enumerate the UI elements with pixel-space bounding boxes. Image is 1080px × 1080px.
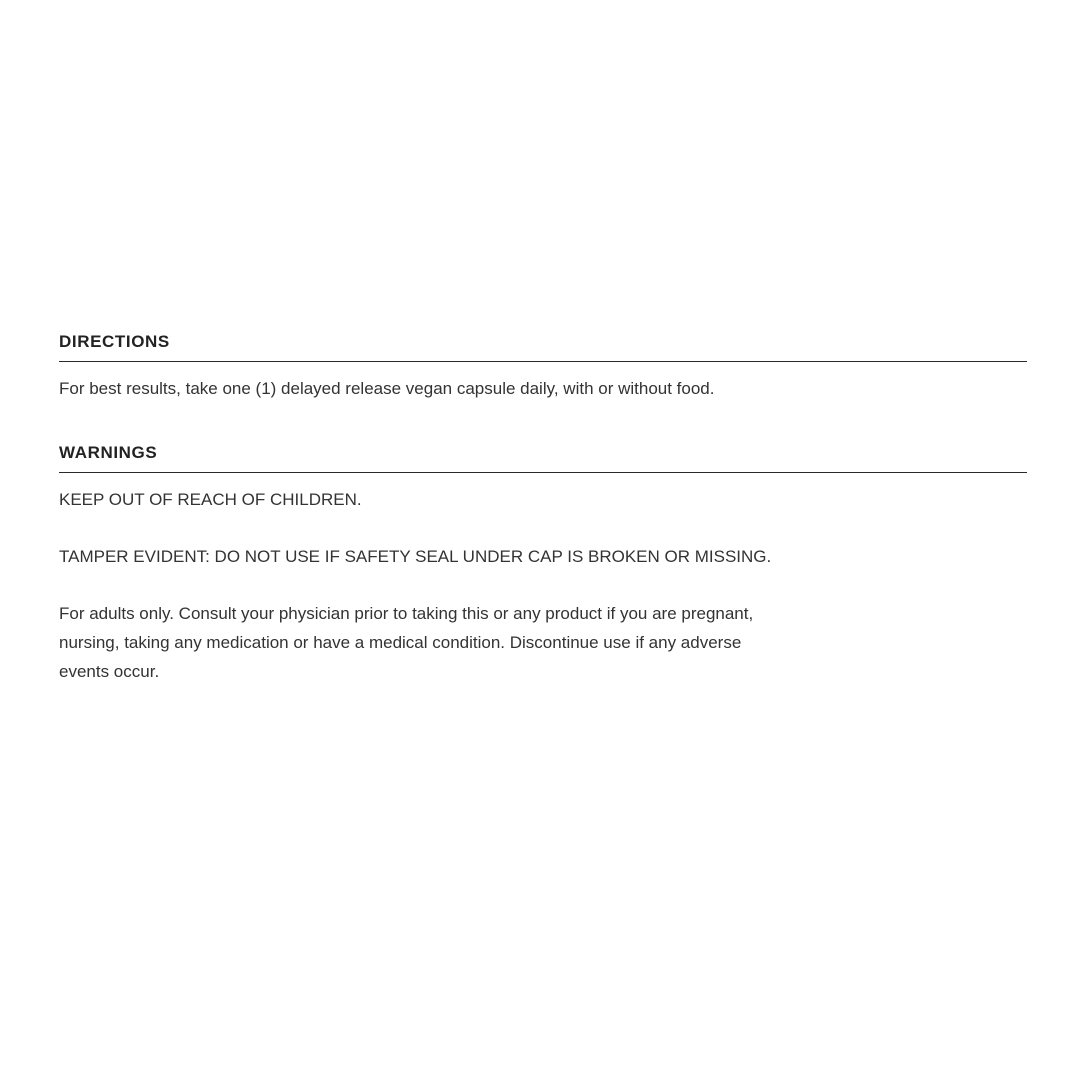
product-info-panel [59, 331, 1027, 686]
directions-text: For best results, take one (1) delayed release vegan capsule daily, with or without food. [59, 379, 715, 398]
directions-section [59, 331, 1027, 403]
directions-heading: DIRECTIONS [59, 331, 1027, 362]
warnings-body [59, 485, 1027, 686]
warning-tamper-evident: TAMPER EVIDENT: DO NOT USE IF SAFETY SEAL UNDER CAP IS BROKEN OR MISSING. [59, 547, 772, 566]
warning-adults-only: For adults only. Consult your physician prior to taking this or any product if you are pregnant, nursing, taking any medication or have a medical condition. Discontinue use if any adverse events occur. [59, 604, 754, 681]
warnings-section [59, 442, 1027, 686]
warnings-heading: WARNINGS [59, 442, 1027, 473]
warning-children: KEEP OUT OF REACH OF CHILDREN. [59, 490, 362, 509]
